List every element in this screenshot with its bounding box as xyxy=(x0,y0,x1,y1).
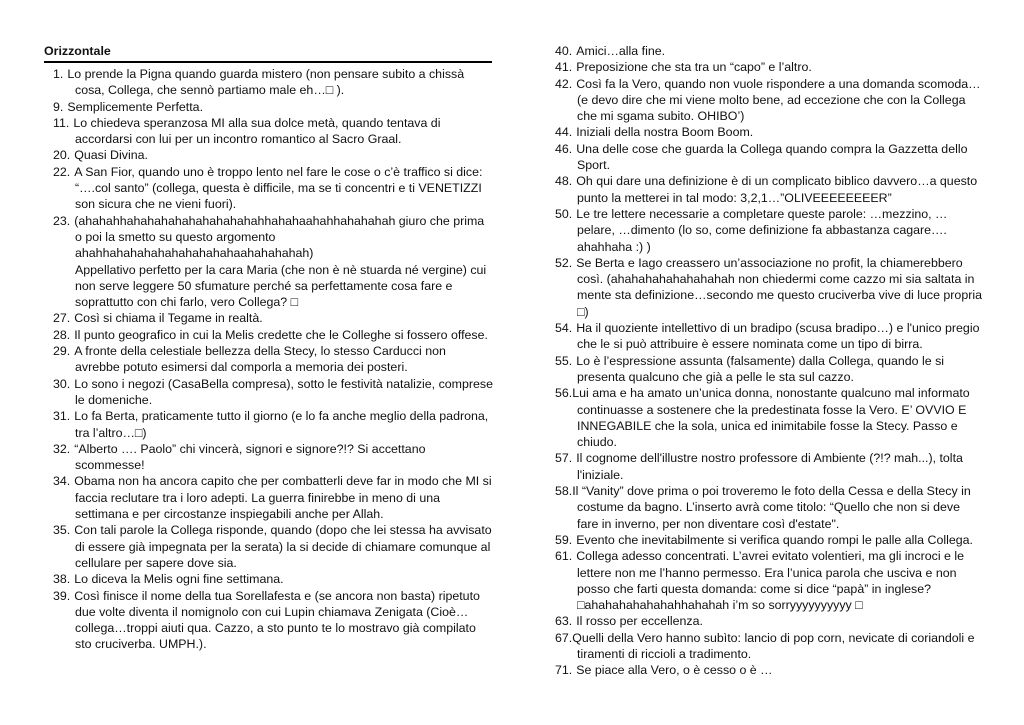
clue-number: 23. xyxy=(53,213,71,228)
clue-number: 28. xyxy=(53,327,71,342)
clue-entry xyxy=(555,255,983,320)
clue-entry xyxy=(555,613,983,629)
clue-number: 29. xyxy=(53,344,71,359)
clue-text: Il cognome dell'illustre nostro professore di Ambiente (?!? mah...), tolta l'iniziale. xyxy=(576,451,963,482)
clue-entry xyxy=(555,353,983,386)
clue-text: Ha il quoziente intellettivo di un bradipo (scusa bradipo…) e l'unico pregio che le si può attribuire è essere nominata come un tipo di birra. xyxy=(576,321,980,352)
clue-number: 32. xyxy=(53,441,71,456)
clue-entry xyxy=(555,630,983,663)
clue-number: 56. xyxy=(555,386,573,401)
clue-text: Le tre lettere necessarie a completare queste parole: …mezzino, …pelare, …dimento (lo so, come definizione fa abbastanza cagare…. ahahhaha :) ) xyxy=(576,206,948,254)
clue-entry xyxy=(44,310,494,326)
clue-text: Così si chiama il Tegame in realtà. xyxy=(74,311,263,326)
clue-text: Lo è l’espressione assunta (falsamente) dalla Collega, quando le si presenta qualcuno che già a pelle le sta sul cazzo. xyxy=(576,353,945,384)
clue-text: Iniziali della nostra Boom Boom. xyxy=(576,125,754,140)
clue-number: 52. xyxy=(555,255,573,270)
clue-entry xyxy=(555,173,983,206)
left-column xyxy=(44,43,494,653)
clue-entry xyxy=(44,473,494,522)
clue-text: Il “Vanity” dove prima o poi troveremo le foto della Cessa e della Stecy in costume da bagno. L’inserto avrà come titolo: “Quello che non si deve fare in inverno, per non diventare così d'estate". xyxy=(572,484,971,531)
clue-text: Collega adesso concentrati. L’avrei evitato volentieri, ma gli incroci e le lettere non me l’hanno permesso. Era l’unica parola che usciva e non posso che farti questa domanda: come si dice “papà” in inglese? □ahahahahahahahhahahah i’m so sorryyyyyyyyyy □ xyxy=(576,549,964,613)
clue-number: 54. xyxy=(555,321,573,336)
clue-text: Così fa la Vero, quando non vuole rispondere a una domanda scomoda…(e devo dire che mi viene molto bene, ad eccezione che con la Collega che mi sgama subito. OHIBO’) xyxy=(576,76,981,124)
clue-entry xyxy=(555,59,983,75)
clue-entry xyxy=(44,408,494,441)
clue-list-left xyxy=(44,66,494,653)
clue-entry xyxy=(555,43,983,59)
clue-number: 9. xyxy=(53,99,64,114)
heading-rule xyxy=(44,61,492,63)
clue-number: 35. xyxy=(53,523,71,538)
clue-list-right xyxy=(555,43,983,679)
clue-text: Lo prende la Pigna quando guarda mistero (non pensare subito a chissà cosa, Collega, che sennò partiamo male eh…□ ). xyxy=(67,67,465,98)
clue-number: 38. xyxy=(53,572,71,587)
clue-entry xyxy=(555,206,983,255)
clue-entry xyxy=(555,548,983,613)
clue-text: Con tali parole la Collega risponde, quando (dopo che lei stessa ha avvisato di essere già impegnata per la serata) la si decide di chiamare comunque al cellulare per sapere dove sia. xyxy=(74,523,492,570)
clue-entry xyxy=(44,441,494,474)
clue-entry xyxy=(44,147,494,163)
clue-number: 41. xyxy=(555,60,573,75)
clue-text: Preposizione che sta tra un “capo” e l’altro. xyxy=(576,60,812,75)
section-heading: Orizzontale xyxy=(44,44,111,58)
clue-number: 31. xyxy=(53,409,71,424)
clue-text: Lo chiedeva speranzosa MI alla sua dolce metà, quando tentava di accordarsi con lui per un incontro romantico al Sacro Graal. xyxy=(73,115,441,147)
clue-text: Amici…alla fine. xyxy=(576,44,666,58)
clue-number: 39. xyxy=(53,588,71,603)
clue-number: 48. xyxy=(555,174,573,189)
clue-number: 63. xyxy=(555,614,573,629)
clue-text: Semplicemente Perfetta. xyxy=(67,99,204,114)
clue-entry xyxy=(44,376,494,409)
clue-number: 40. xyxy=(555,44,573,58)
clue-text: Lo fa Berta, praticamente tutto il giorno (e lo fa anche meglio della padrona, tra l’altro…□) xyxy=(74,409,489,440)
clue-entry xyxy=(555,483,983,532)
clue-entry xyxy=(44,213,494,311)
clue-entry xyxy=(555,320,983,353)
clue-number: 22. xyxy=(53,164,71,179)
clue-entry xyxy=(44,343,494,376)
clue-number: 57. xyxy=(555,451,573,466)
clue-entry xyxy=(555,662,983,678)
clue-text: “Alberto …. Paolo” chi vincerà, signori e signore?!? Si accettano scommesse! xyxy=(74,441,426,473)
clue-text: Così finisce il nome della tua Sorellafesta e (se ancora non basta) ripetuto due volte diventa il nomignolo con cui Lupin chiamava Zenigata (Cioè…collega…troppi aiuti qua. Cazzo, a sto punto te lo mostravo già compilato sto cruciverba. UMPH.). xyxy=(74,588,480,652)
clue-text: Evento che inevitabilmente si verifica quando rompi le palle alla Collega. xyxy=(576,532,973,547)
clue-entry xyxy=(555,532,983,548)
clue-text: Oh qui dare una definizione è di un complicato biblico davvero…a questo punto la metterei in tal modo: 3,2,1…”OLIVEEEEEEEER” xyxy=(576,174,978,205)
clue-number: 55. xyxy=(555,353,573,368)
clue-number: 61. xyxy=(555,549,573,564)
clue-text: Una delle cose che guarda la Collega quando compra la Gazzetta dello Sport. xyxy=(576,141,968,173)
clue-number: 58. xyxy=(555,484,573,499)
clue-number: 46. xyxy=(555,141,573,156)
clue-number: 34. xyxy=(53,474,71,489)
clue-text: Quasi Divina. xyxy=(74,148,148,163)
clue-entry xyxy=(555,450,983,483)
clue-entry xyxy=(44,164,494,213)
clue-entry xyxy=(44,327,494,343)
clue-text: Lo diceva la Melis ogni fine settimana. xyxy=(74,572,284,587)
clue-text: Il punto geografico in cui la Melis credette che le Colleghe si fossero offese. xyxy=(74,327,488,342)
clue-entry xyxy=(44,588,494,653)
clue-number: 42. xyxy=(555,76,573,91)
clue-number: 11. xyxy=(53,115,70,130)
clue-number: 44. xyxy=(555,125,573,140)
clue-number: 30. xyxy=(53,376,71,391)
clue-number: 20. xyxy=(53,148,71,163)
clue-number: 71. xyxy=(555,663,573,678)
clue-text: (ahahahhahahahahahahahahahahhahahaahahhahahahah giuro che prima o poi la smetto su questo argomento ahahhahahahahahahahahahaahahahahah) xyxy=(74,213,485,261)
clue-entry xyxy=(555,141,983,174)
clue-text: Se Berta e Iago creassero un’associazione no profit, la chiamerebbero così. (ahahahahahahahahah non chiedermi come cazzo mi sia saltata in mente sta definizione…secondo me questo cruciverba vive di luce propria □) xyxy=(576,255,982,319)
clue-text: Lo sono i negozi (CasaBella compresa), sotto le festività natalizie, comprese le domeniche. xyxy=(74,376,493,407)
clue-text: Lui ama e ha amato un’unica donna, nonostante qualcuno mal informato continuasse a sostenere che la predestinata fosse la Vero. E’ OVVIO E INNEGABILE che la sola, unica ed inimitabile fosse la Stecy. Passo e chiudo. xyxy=(572,386,970,450)
clue-entry xyxy=(44,571,494,587)
clue-text: A San Fior, quando uno è troppo lento nel fare le cose o c’è traffico si dice: “….col santo” (collega, questa è difficile, ma se ti concentri e ti VENETIZZI son sicura che ne vieni fuori). xyxy=(74,164,483,212)
clue-entry xyxy=(44,99,494,115)
clue-text-continued: Appellativo perfetto per la cara Maria (che non è nè stuarda né vergine) cui non serve leggere 50 sfumature perché sa perfettamente cosa fare e soprattutto con chi farlo, vero Collega? □ xyxy=(75,262,487,310)
clue-text: A fronte della celestiale bellezza della Stecy, lo stesso Carducci non avrebbe potuto esimersi dal comporla a memoria dei posteri. xyxy=(74,344,446,375)
clue-entry xyxy=(44,522,494,571)
clue-text: Quelli della Vero hanno subìto: lancio di pop corn, nevicate di coriandoli e tiramenti di riccioli a tradimento. xyxy=(572,630,975,661)
clue-entry xyxy=(555,124,983,140)
clue-text: Se piace alla Vero, o è cesso o è … xyxy=(576,663,773,678)
clue-number: 67. xyxy=(555,630,573,645)
clue-entry xyxy=(44,66,494,99)
clue-text: Il rosso per eccellenza. xyxy=(576,614,703,629)
clue-number: 1. xyxy=(53,67,64,81)
clue-number: 27. xyxy=(53,311,71,326)
clue-entry xyxy=(555,385,983,450)
right-column xyxy=(555,43,983,679)
clue-entry xyxy=(44,115,494,148)
clue-number: 50. xyxy=(555,206,573,221)
clue-number: 59. xyxy=(555,532,573,547)
clue-entry xyxy=(555,76,983,125)
clue-text: Obama non ha ancora capito che per combatterli deve far in modo che MI si faccia reclutare tra i loro adepti. La guerra finirebbe in meno di una settimana e per circostanze inspiegabili anche per Allah. xyxy=(74,474,492,522)
